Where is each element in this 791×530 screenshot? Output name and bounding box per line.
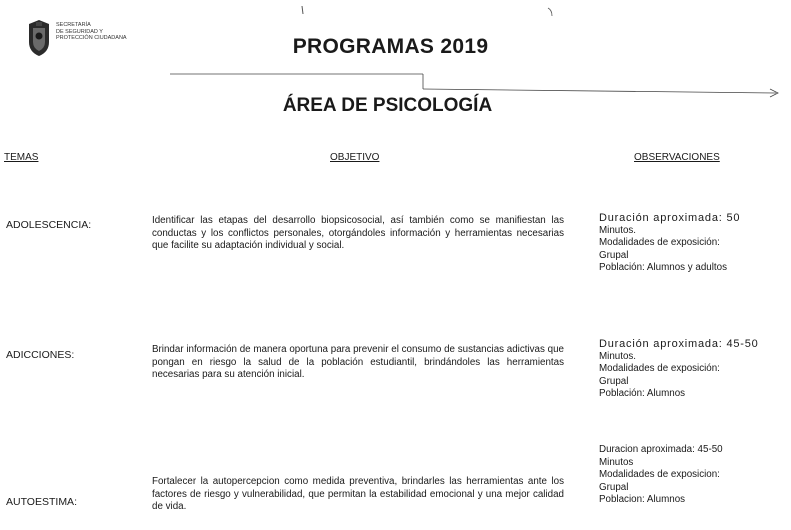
org-line-1: SECRETARÍA xyxy=(56,22,91,28)
poblacion: Población: Alumnos xyxy=(599,388,686,400)
org-line-3: PROTECCIÓN CIUDADANA xyxy=(56,35,127,42)
duracion: Duración aproximada: 45-50 xyxy=(599,338,759,350)
modalidades: Modalidades de exposición: xyxy=(599,363,720,375)
org-line-2: DE SEGURIDAD Y xyxy=(56,28,103,35)
objetivo-adicciones: Brindar información de manera oportuna para prevenir el consumo de sustancias adictivas que pongan en riesgo la salud de la población estudiantil, brindándoles las herramientas necesarias para su atención inicial. xyxy=(152,344,564,381)
observaciones-adolescencia xyxy=(599,212,789,275)
objetivo-autoestima: Fortalecer la autopercepcion como medida preventiva, brindarles las herramientas ante los factores de riesgo y vulnerabilidad, que permitan la estabilidad emocional y una mejor calidad de vida. xyxy=(152,476,564,513)
duracion: Duración aproximada: 50 xyxy=(599,212,741,224)
tema-adolescencia: ADOLESCENCIA: xyxy=(6,219,92,231)
minutos: Minutos. xyxy=(599,350,637,362)
tema-autoestima: AUTOESTIMA: xyxy=(6,496,77,508)
objetivo-adolescencia: Identificar las etapas del desarrollo biopsicosocial, así también como se manifiestan las conductas y los conflictos personales, otorgándoles información y herramientas necesarias que facilite su adaptación individual y social. xyxy=(152,215,564,252)
minutos: Minutos xyxy=(599,456,634,468)
poblacion: Población: Alumnos y adultos xyxy=(599,262,727,274)
modalidades: Modalidades de exposicion: xyxy=(599,469,720,481)
area-title: ÁREA DE PSICOLOGÍA xyxy=(282,95,493,116)
column-header-objetivo: OBJETIVO xyxy=(330,152,380,163)
modalidad-valor: Grupal xyxy=(599,249,629,261)
tema-adicciones: ADICCIONES: xyxy=(6,349,75,361)
column-header-observaciones: OBSERVACIONES xyxy=(634,152,720,163)
duracion: Duracion aproximada: 45-50 xyxy=(599,444,723,455)
modalidad-valor: Grupal xyxy=(599,481,629,493)
column-header-temas: TEMAS xyxy=(4,152,39,163)
observaciones-adicciones xyxy=(599,338,789,401)
modalidades: Modalidades de exposición: xyxy=(599,237,720,249)
observaciones-autoestima xyxy=(599,444,789,507)
minutos: Minutos. xyxy=(599,224,637,236)
poblacion: Poblacion: Alumnos xyxy=(599,494,686,506)
modalidad-valor: Grupal xyxy=(599,375,629,387)
page-title: PROGRAMAS 2019 xyxy=(292,35,489,58)
